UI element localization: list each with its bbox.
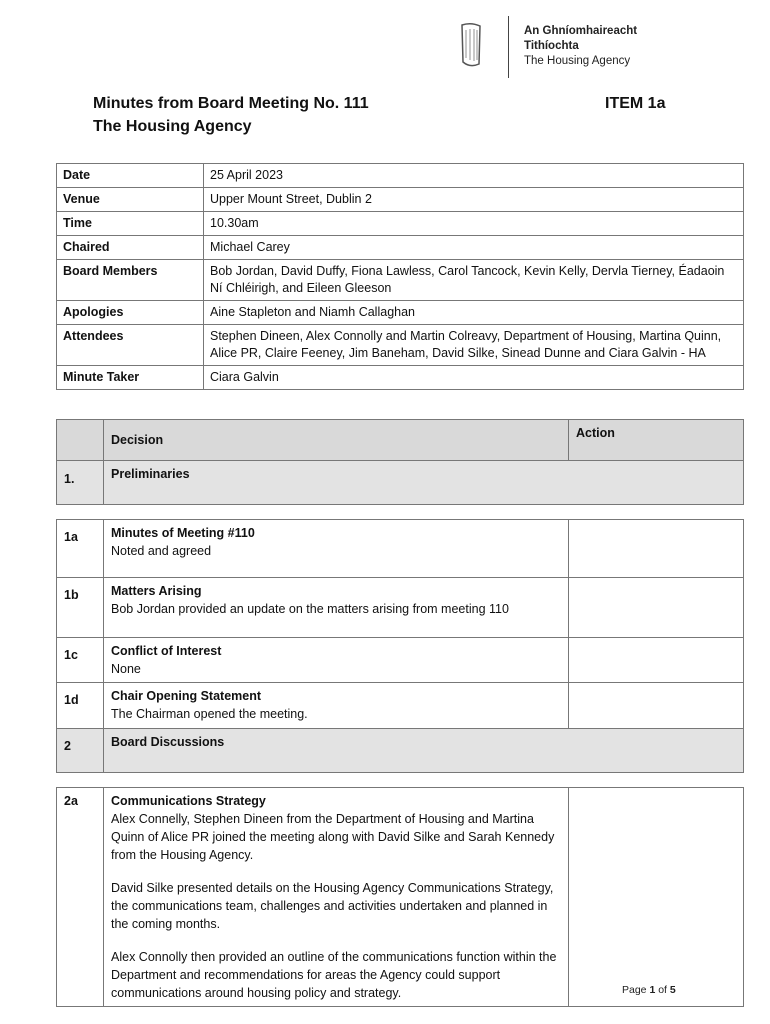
row-number: 1c (57, 638, 104, 683)
row-content (104, 683, 569, 729)
row-paragraph: David Silke presented details on the Housing Agency Communications Strategy, the communications team, challenges and activities undertaken and planned in the coming months. (111, 881, 554, 931)
info-value: 10.30am (204, 212, 744, 236)
row-title: Chair Opening Statement (111, 689, 262, 703)
page-footer (622, 984, 676, 996)
row-text: None (111, 662, 141, 676)
header-number-cell (57, 420, 104, 461)
action-cell (569, 578, 744, 638)
info-row (57, 212, 744, 236)
action-cell (569, 683, 744, 729)
action-cell (569, 788, 744, 1007)
title-line-2: The Housing Agency (93, 118, 252, 135)
section-row (57, 729, 744, 773)
info-row (57, 260, 744, 301)
info-label: Minute Taker (57, 366, 204, 390)
row-paragraph: Alex Connolly then provided an outline of the communications function within the Department and recommendations for areas the Agency could support communications around housing policy and strategy. (111, 950, 557, 1000)
row-title: Matters Arising (111, 584, 202, 598)
row-content (104, 788, 569, 1007)
item-label: ITEM 1a (605, 95, 666, 112)
info-value: Upper Mount Street, Dublin 2 (204, 188, 744, 212)
info-value: Michael Carey (204, 236, 744, 260)
logo-line-irish-2: Tithíochta (524, 40, 579, 52)
decisions-table (56, 419, 744, 1007)
title-line-1: Minutes from Board Meeting No. 111 (93, 95, 369, 112)
logo-divider (508, 16, 509, 78)
row-number: 1d (57, 683, 104, 729)
row-number: 1b (57, 578, 104, 638)
table-row (57, 520, 744, 578)
header-decision: Decision (104, 420, 569, 461)
logo-text (524, 24, 637, 69)
section-row (57, 461, 744, 505)
row-title: Communications Strategy (111, 794, 266, 808)
page-title (93, 92, 369, 138)
action-cell (569, 638, 744, 683)
table-row (57, 788, 744, 1007)
info-value: Stephen Dineen, Alex Connolly and Martin Colreavy, Department of Housing, Martina Quinn, Alice PR, Claire Feeney, Jim Baneham, David Silke, Sinead Dunne and Ciara Galvin - HA (204, 325, 744, 366)
row-number: 2a (57, 788, 104, 1007)
row-title: Conflict of Interest (111, 644, 222, 658)
info-label: Date (57, 164, 204, 188)
spacer-row (57, 773, 744, 788)
page-of: of (658, 984, 667, 996)
row-number: 1a (57, 520, 104, 578)
info-row (57, 188, 744, 212)
spacer-row (57, 505, 744, 520)
info-value: 25 April 2023 (204, 164, 744, 188)
page-word: Page (622, 984, 647, 996)
row-content (104, 520, 569, 578)
page-current: 1 (649, 984, 656, 996)
row-number: 1. (57, 461, 104, 505)
table-row (57, 683, 744, 729)
row-text: The Chairman opened the meeting. (111, 707, 308, 721)
logo-line-english: The Housing Agency (524, 55, 631, 67)
row-text: Bob Jordan provided an update on the matters arising from meeting 110 (111, 602, 509, 616)
row-title: Minutes of Meeting #110 (111, 526, 255, 540)
row-paragraph: Alex Connelly, Stephen Dineen from the Department of Housing and Martina Quinn of Alice PR joined the meeting along with David Silke and Sarah Kennedy from the Housing Agency. (111, 812, 555, 862)
header-action: Action (569, 420, 744, 461)
info-label: Board Members (57, 260, 204, 301)
harp-icon (458, 22, 484, 68)
info-value: Aine Stapleton and Niamh Callaghan (204, 301, 744, 325)
info-row (57, 164, 744, 188)
info-label: Venue (57, 188, 204, 212)
row-text: Noted and agreed (111, 544, 212, 558)
table-row (57, 638, 744, 683)
section-title: Preliminaries (104, 461, 744, 505)
info-value: Ciara Galvin (204, 366, 744, 390)
info-row (57, 301, 744, 325)
agency-logo (458, 16, 678, 80)
row-number: 2 (57, 729, 104, 773)
info-label: Chaired (57, 236, 204, 260)
info-row (57, 366, 744, 390)
info-row (57, 236, 744, 260)
action-cell (569, 520, 744, 578)
table-row (57, 578, 744, 638)
logo-line-irish-1: An Ghníomhaireacht (524, 25, 638, 37)
info-row (57, 325, 744, 366)
meeting-info-table (56, 163, 744, 390)
row-content (104, 638, 569, 683)
info-label: Time (57, 212, 204, 236)
info-label: Apologies (57, 301, 204, 325)
decisions-header-row (57, 420, 744, 461)
page-total: 5 (669, 984, 676, 996)
section-title: Board Discussions (104, 729, 744, 773)
info-label: Attendees (57, 325, 204, 366)
info-value: Bob Jordan, David Duffy, Fiona Lawless, Carol Tancock, Kevin Kelly, Dervla Tierney, Éadaoin Ní Chléirigh, and Eileen Gleeson (204, 260, 744, 301)
row-content (104, 578, 569, 638)
